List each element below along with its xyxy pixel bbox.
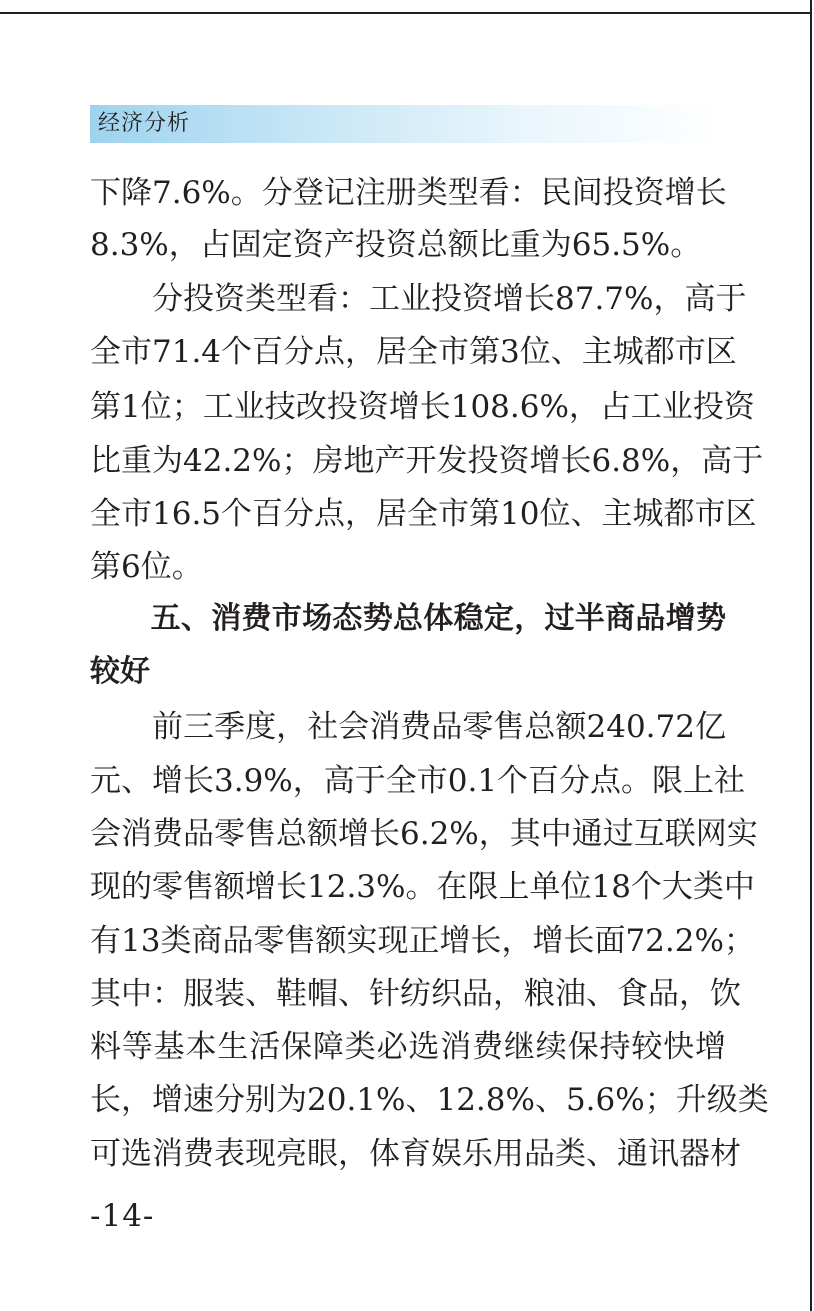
text-line: 比重为42.2%；房地产开发投资增长6.8%，高于	[90, 443, 764, 479]
text-line: 全市16.5个百分点，居全市第10位、主城都市区	[90, 496, 757, 532]
text-line: 会消费品零售总额增长6.2%，其中通过互联网实	[90, 816, 758, 852]
text-line: 料等基本生活保障类必选消费继续保持较快增	[90, 1029, 726, 1065]
text-line: 长，增速分别为20.1%、12.8%、5.6%；升级类	[90, 1082, 769, 1118]
text-line: 有13类商品零售额实现正增长，增长面72.2%；	[90, 923, 755, 959]
text-line: 8.3%，占固定资产投资总额比重为65.5%。	[90, 227, 702, 263]
section-heading: 五、消费市场态势总体稳定，过半商品增势	[90, 601, 726, 636]
text-line: 现的零售额增长12.3%。在限上单位18个大类中	[90, 869, 755, 905]
text-line: 第6位。	[90, 549, 203, 585]
section-label: 经济分析	[98, 111, 191, 136]
text-line: 第1位；工业技改投资增长108.6%，占工业投资	[90, 389, 755, 425]
text-line: 前三季度，社会消费品零售总额240.72亿	[90, 709, 726, 745]
text-line: 其中：服装、鞋帽、针纺织品，粮油、食品，饮	[90, 976, 741, 1012]
section-heading: 较好	[90, 654, 150, 689]
text-line: 下降7.6%。分登记注册类型看：民间投资增长	[90, 175, 727, 211]
text-line: 全市71.4个百分点，居全市第3位、主城都市区	[90, 334, 737, 370]
page-number: -14-	[90, 1198, 155, 1234]
text-line: 分投资类型看：工业投资增长87.7%，高于	[90, 281, 747, 317]
section-header-band	[90, 105, 720, 143]
text-line: 元、增长3.9%，高于全市0.1个百分点。限上社	[90, 763, 746, 799]
text-line: 可选消费表现亮眼，体育娱乐用品类、通讯器材	[90, 1136, 741, 1172]
